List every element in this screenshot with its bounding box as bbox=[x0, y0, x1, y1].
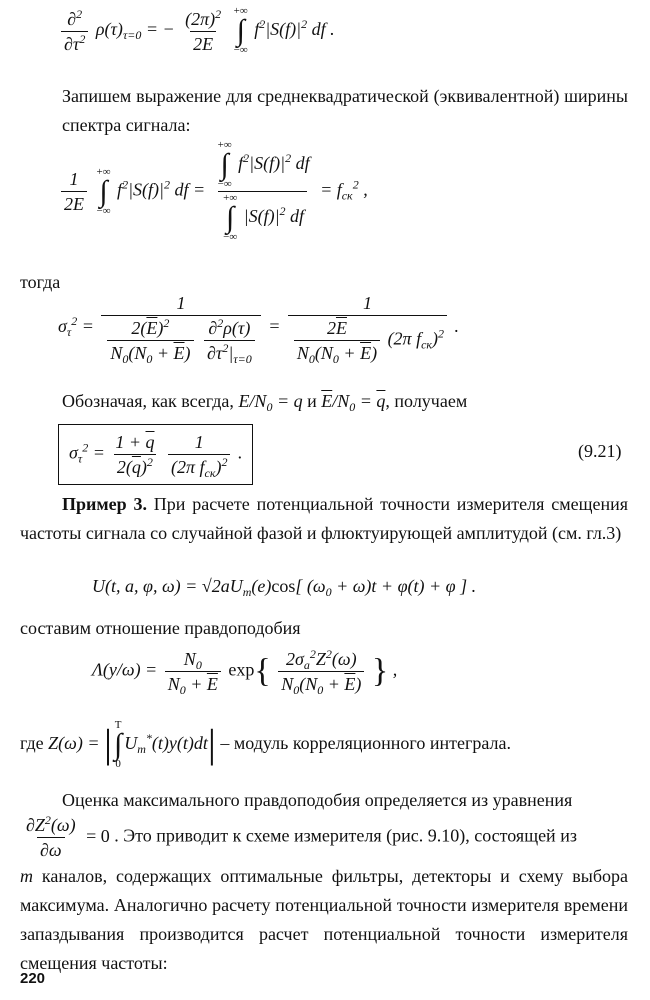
correlation-integral-text: – модуль корреляционного интеграла. bbox=[220, 733, 511, 754]
paragraph-ml-estimate-line1: Оценка максимального правдоподобия определяется из уравнения bbox=[62, 790, 573, 810]
example-label: Пример 3. bbox=[62, 494, 147, 514]
ml-estimate-rest-text: каналов, содержащих оптимальные фильтры, детекторы и схему выбора максимума. Аналогично расчету потенциальной точности измерителя времени запаздывания производится расчет потенциальной точности измерителя смещения частоты: bbox=[20, 866, 628, 973]
paragraph-example-3 bbox=[20, 490, 628, 548]
paragraph-then: тогда bbox=[20, 272, 61, 292]
equation-likelihood-ratio: Λ(y/ω) = $\frac{N_0}{N_0 + \overline{E}}$ exp{ $\frac{2\sigma_a^2Z^2(\omega)}{N_0(N_0 + \overline{E})}$ } , bbox=[92, 647, 398, 697]
snr-q-definition: $E/N_0 = q$ bbox=[238, 391, 303, 414]
denoting-text: Обозначая, как всегда, bbox=[62, 391, 234, 411]
where-word: где bbox=[20, 733, 44, 754]
page-number: 220 bbox=[20, 970, 46, 987]
snr-qbar-definition: $\overline{E}/N_0 = \overline{q}$ bbox=[321, 391, 386, 414]
ml-equation-followup: . Это приводит к схеме измерителя (рис. 9.10), состоящей из bbox=[114, 825, 577, 846]
obtain-text: , получаем bbox=[385, 391, 468, 411]
equation-autocorrelation-derivative: $\frac{\partial^2}{\partial\tau^2}$ $\rho(\tau)_{\tau=0}$ = − $\frac{(2\pi)^2}{2E}$ +∞ ∫ −∞ $f^2|S(f)|^2$ df . bbox=[58, 6, 335, 56]
equation-number: (9.21) bbox=[578, 441, 622, 461]
correlation-integral-modulus: Z(ω) = | T ∫ 0 $U_m^*(t)y(t)dt|$ bbox=[48, 719, 216, 770]
ml-equation: $\frac{\partial Z^2(\omega)}{\partial\omega}$ = 0 bbox=[26, 813, 110, 860]
paragraph-spectrum-width: Запишем выражение для среднеквадратической (эквивалентной) ширины спектра сигнала: bbox=[62, 86, 628, 135]
and-word: и bbox=[307, 391, 317, 411]
paragraph-ml-estimate-rest bbox=[20, 862, 628, 978]
paragraph-denoting bbox=[62, 387, 467, 416]
paragraph-ml-estimate-line2 bbox=[20, 814, 577, 861]
paragraph-where-z bbox=[20, 720, 511, 770]
equation-signal-model: U(t, a, φ, $\omega) = √2aU_m(e)\cos$[ $(\omega_0 + \omega)t + \varphi(t) + \varphi$ ] . bbox=[92, 576, 477, 599]
equation-effective-bandwidth: $\frac{1}{2E}$ +∞ ∫ −∞ $f^2|S(f)|^2$ df = +∞ ∫ −∞ $f^2|S(f)|^2$ df +∞ ∫ −∞ $|S(f)|^2$ df = $f_{ск}^2$ , bbox=[58, 140, 368, 243]
paragraph-likelihood: составим отношение правдоподобия bbox=[20, 618, 301, 638]
channels-count-m: m bbox=[20, 866, 33, 886]
boxed-equation-9-21: $\sigma_\tau^2$ = $\frac{1 + \overline{q}}{2(\overline{q})^2}$ $\frac{1}{(2\pi f_{ск})^2}$ . bbox=[58, 424, 253, 485]
equation-sigma-tau: $\sigma_\tau^2$ = 1 $\frac{2(\overline{E})^2}{N_0(N_0 + \overline{E})}$ $\frac{\partial^2\rho(\tau)}{\partial\tau^2|_{\tau=0}}$ = 1 $\frac{2\overline{E}}{N_0(N_0 + \overline{E})}$ (2π $f_{ск})^2$ . bbox=[58, 293, 460, 366]
example-text: При расчете потенциальной точности измерителя смещения частоты сигнала со случайной фазой и флюктуирующей амплитудой (см. гл.3) bbox=[20, 494, 628, 543]
